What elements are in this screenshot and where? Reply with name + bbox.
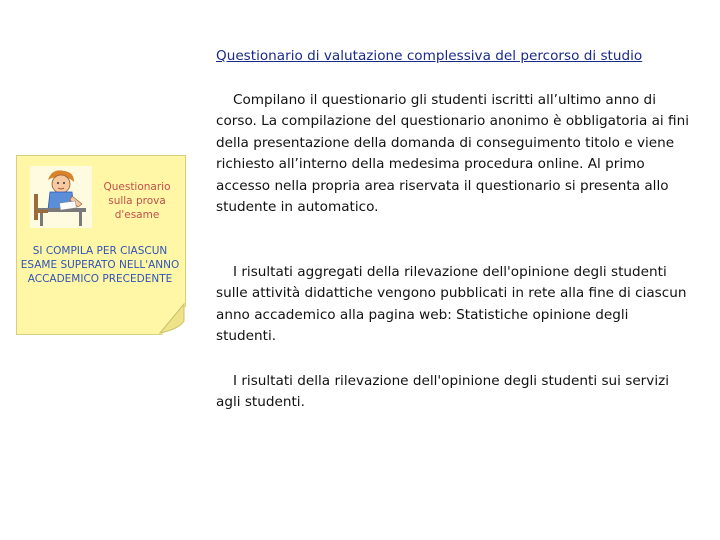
page-title: Questionario di valutazione complessiva del percorso di studio — [216, 48, 643, 64]
paragraph-results-didactics: I risultati aggregati della rilevazione dell'opinione degli studenti sulle attività didattiche vengono pubblicati in rete alla fine di ciascun anno accademico alla pagina web: Statistiche opinione degli studenti. — [216, 264, 687, 345]
student-at-desk-illustration — [30, 166, 92, 228]
paragraph-results-services: I risultati della rilevazione dell'opinione degli studenti sui servizi agli studenti. — [216, 373, 670, 411]
page-curl-icon — [159, 303, 185, 334]
note-title: Questionario sulla prova d'esame — [103, 181, 171, 221]
paragraph-compilation: Compilano il questionario gli studenti iscritti all’ultimo anno di corso. La compilazione del questionario anonimo è obbligatoria ai fini della presentazione della domanda di conseguimento titolo e viene richiesto all’interno della medesima procedura online. Al primo accesso nella propria area riservata il questionario si presenta allo studente in automatico. — [216, 92, 689, 216]
note-subtitle: SI COMPILA PER CIASCUN ESAME SUPERATO NELL'ANNO ACCADEMICO PRECEDENTE — [20, 245, 180, 285]
